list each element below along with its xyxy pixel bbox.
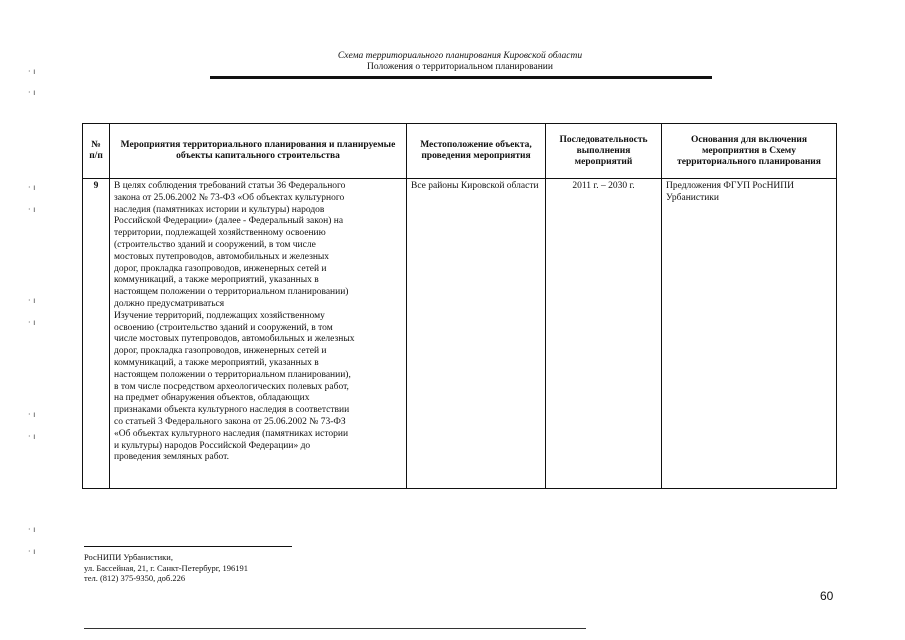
measure-line: настоящем положении о территориальном планировании) bbox=[114, 287, 349, 298]
margin-mark: · ı bbox=[28, 183, 36, 192]
measure-line: коммуникаций, а также мероприятий, указанных в bbox=[114, 275, 319, 286]
table-row bbox=[83, 179, 837, 489]
measure-line: коммуникаций, а также мероприятий, указанных в bbox=[114, 357, 319, 368]
document-title: Схема территориального планирования Кировской области bbox=[337, 51, 583, 61]
header-rule bbox=[210, 76, 712, 79]
document-subtitle: Положения о территориальном планировании bbox=[367, 62, 553, 72]
measure-description bbox=[110, 179, 407, 489]
margin-mark: · ı bbox=[28, 88, 36, 97]
measure-line: «Об объектах культурного наследия (памятниках истории bbox=[114, 428, 349, 439]
margin-mark: · ı bbox=[28, 432, 36, 441]
footer-org: РосНИПИ Урбанистики, bbox=[84, 552, 173, 562]
margin-mark: · ı bbox=[28, 547, 36, 556]
margin-mark: · ı bbox=[28, 318, 36, 327]
column-header-location: Местоположение объекта, проведения мероприятия bbox=[407, 124, 546, 179]
measure-line: (строительство зданий и сооружений, в том числе bbox=[114, 239, 316, 250]
page-number: 60 bbox=[820, 589, 834, 603]
measure-line: В целях соблюдения требований статьи 36 Федерального bbox=[114, 181, 346, 191]
planning-table bbox=[82, 123, 837, 489]
footer-phone: тел. (812) 375-9350, доб.226 bbox=[84, 573, 186, 583]
column-header-sequence: Последовательность выполнения мероприятий bbox=[546, 124, 662, 179]
footer-street: ул. Бассейная, 21, г. Санкт-Петербург, 196191 bbox=[84, 562, 248, 573]
column-header-measures: Мероприятия территориального планирования и планируемые объекты капитального строительства bbox=[110, 124, 407, 179]
measure-line: дорог, прокладка газопроводов, инженерных сетей и bbox=[114, 346, 327, 357]
footer-rule bbox=[84, 546, 292, 547]
measure-line: освоению (строительство зданий и сооружений, в том bbox=[114, 322, 333, 333]
measure-line: мостовых путепроводов, автомобильных и железных bbox=[114, 251, 330, 262]
footer-address bbox=[84, 552, 248, 584]
location-cell: Все районы Кировской области bbox=[407, 179, 546, 489]
measure-line: наследия (памятниках истории и культуры) народов bbox=[114, 204, 325, 215]
measure-line: должно предусматриваться bbox=[114, 298, 225, 309]
margin-mark: · ı bbox=[28, 525, 36, 534]
period-cell: 2011 г. – 2030 г. bbox=[546, 179, 662, 489]
measure-line: Российской Федерации» (далее - Федеральный закон) на bbox=[114, 216, 344, 227]
margin-mark: · ı bbox=[28, 67, 36, 76]
margin-mark: · ı bbox=[28, 410, 36, 419]
measure-line: территории, подлежащей хозяйственному освоению bbox=[114, 228, 326, 239]
margin-mark: · ı bbox=[28, 296, 36, 305]
measure-line: настоящем положении о территориальном планировании), bbox=[114, 369, 351, 380]
table-header-row bbox=[83, 124, 837, 179]
measure-line: и культуры) народов Российской Федерации» до bbox=[114, 440, 311, 451]
measure-line: признаками объекта культурного наследия в соответствии bbox=[114, 405, 350, 416]
column-header-basis: Основания для включения мероприятия в Схему территориального планирования bbox=[662, 124, 837, 179]
margin-mark: · ı bbox=[28, 205, 36, 214]
measure-line: на предмет обнаружения объектов, обладающих bbox=[114, 393, 310, 404]
measure-line: проведения земляных работ. bbox=[114, 452, 229, 463]
measure-line: закона от 25.06.2002 № 73-ФЗ «Об объектах культурного bbox=[114, 192, 345, 203]
measure-line: Изучение территорий, подлежащих хозяйственному bbox=[114, 310, 325, 321]
measure-line: дорог, прокладка газопроводов, инженерных сетей и bbox=[114, 263, 327, 274]
measure-line: со статьей 3 Федерального закона от 25.06.2002 № 73-ФЗ bbox=[114, 416, 346, 427]
measure-line: числе мостовых путепроводов, автомобильных и железных bbox=[114, 334, 355, 345]
measure-line: в том числе посредством археологических полевых работ, bbox=[114, 381, 349, 392]
basis-cell: Предложения ФГУП РосНИПИ Урбанистики bbox=[662, 179, 837, 489]
bottom-rule bbox=[84, 628, 586, 629]
row-number: 9 bbox=[83, 179, 110, 489]
column-header-number: № п/п bbox=[83, 124, 110, 179]
